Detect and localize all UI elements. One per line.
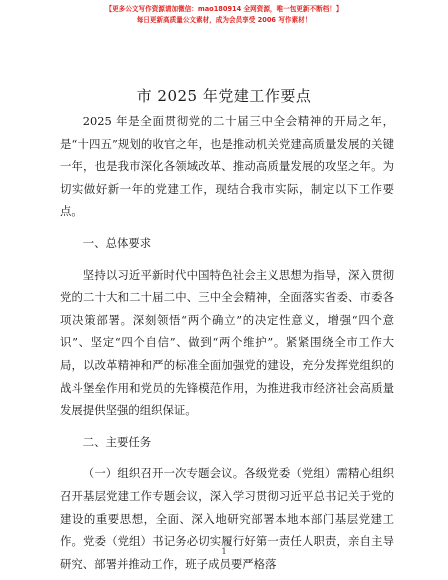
main-tasks-paragraph: （一）组织召开一次专题会议。各级党委（党组）需精心组织召开基层党建工作专题会议，深入学习贯彻习近平总书记关于党的建设的重要思想，全面、深入地研究部署本地本部门基层党建工作。党委（党组）书记务必切实履行好第一责任人职责，亲自主导研究、部署并推动工作，班子成员要严格落 xyxy=(60,466,394,571)
document-title: 市 2025 年党建工作要点 xyxy=(136,87,312,105)
promo-banner-line-2: 每日更新高质量公文素材，成为会员享受 2006 写作素材！ xyxy=(136,16,312,24)
intro-paragraph: 2025 年是全面贯彻党的二十届三中全会精神的开局之年，是“十四五”规划的收官之年，也是推动机关党建高质量发展的关键一年，也是我市深化各领域改革、推动高质量发展的攻坚之年。为切实做好新一年的党建工作，现结合我市实际，制定以下工作要点。 xyxy=(60,114,394,219)
document-body xyxy=(60,110,394,575)
promo-banner xyxy=(0,4,448,26)
section-heading-main-tasks: 二、主要任务 xyxy=(82,434,152,449)
section-heading-general-requirements: 一、总体要求 xyxy=(82,235,152,250)
page-number: 1 xyxy=(221,547,227,556)
promo-banner-line-1: 【更多公文写作资源请加微信：mao180914 全网资源，唯一包更新不断档！】 xyxy=(105,5,343,13)
general-requirements-paragraph: 坚持以习近平新时代中国特色社会主义思想为指导，深入贯彻党的二十大和二十届二中、三中全会精神，全面落实省委、市委各项决策部署。深刻领悟“两个确立”的决定性意义，增强“四个意识”、坚定“四个自信”、做到“两个维护”。紧紧围绕全市工作大局，以改革精神和严的标准全面加强党的建设，充分发挥党组织的战斗堡垒作用和党员的先锋模范作用，为推进我市经济社会高质量发展提供坚强的组织保证。 xyxy=(60,267,394,418)
